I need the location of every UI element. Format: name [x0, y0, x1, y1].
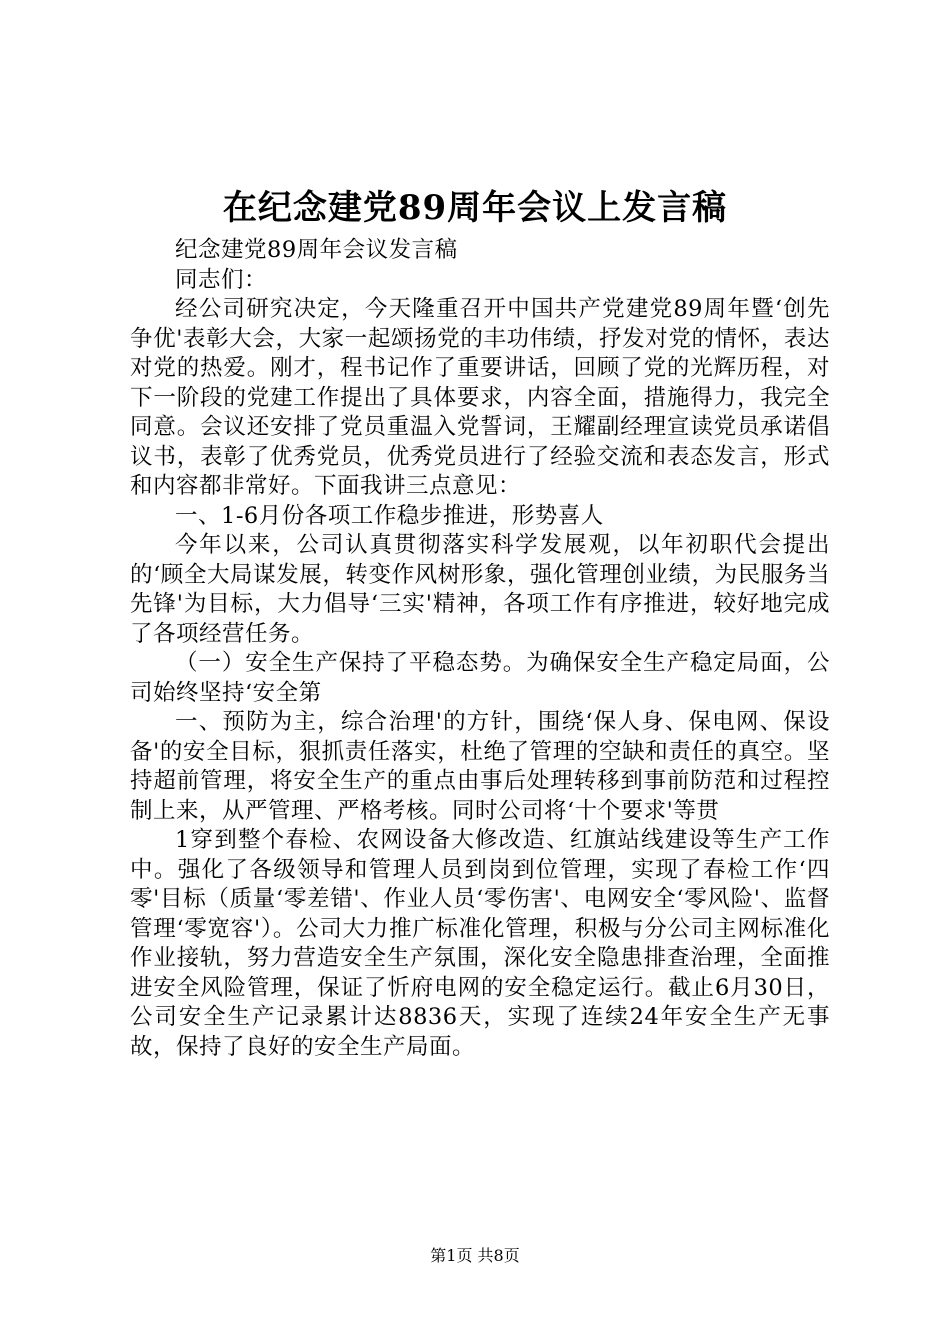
page-footer: 第1页 共8页: [430, 1246, 520, 1265]
section-heading: 一、1-6月份各项工作稳步推进，形势喜人: [175, 502, 604, 529]
body-paragraph: 今年以来，公司认真贯彻落实科学发展观，以年初职代会提出的‘顾全大局谋发展，转变作风树形象，强化管理创业绩，为民服务当先锋'为目标，大力倡导‘三实'精神，各项工作有序推进，较好地完成了各项经营任务。: [130, 532, 830, 647]
body-paragraph: （一）安全生产保持了平稳态势。为确保安全生产稳定局面，公司始终坚持‘安全第: [130, 650, 830, 706]
body-paragraph: 1穿到整个春检、农网设备大修改造、红旗站线建设等生产工作中。强化了各级领导和管理人员到岗到位管理，实现了春检工作‘四零'目标（质量‘零差错'、作业人员‘零伤害'、电网安全‘零风险'、监督管理‘零宽容'）。公司大力推广标准化管理，积极与分公司主网标准化作业接轨，努力营造安全生产氛围，深化安全隐患排查治理，全面推进安全风险管理，保证了忻府电网的安全稳定运行。截止6月30日，公司安全生产记录累计达8836天，实现了连续24年安全生产无事故，保持了良好的安全生产局面。: [130, 827, 830, 1060]
document-body: [130, 236, 830, 1062]
salutation-paragraph: 同志们：: [175, 266, 268, 293]
body-paragraph: 经公司研究决定，今天隆重召开中国共产党建党89周年暨‘创先争优'表彰大会，大家一起颂扬党的丰功伟绩，抒发对党的情怀，表达对党的热爱。刚才，程书记作了重要讲话，回顾了党的光辉历程，对下一阶段的党建工作提出了具体要求，内容全面，措施得力，我完全同意。会议还安排了党员重温入党誓词，王耀副经理宣读党员承诺倡议书，表彰了优秀党员，优秀党员进行了经验交流和表态发言，形式和内容都非常好。下面我讲三点意见：: [130, 296, 830, 499]
document-title: 在纪念建党89周年会议上发言稿: [222, 188, 728, 228]
subtitle-paragraph: 纪念建党89周年会议发言稿: [175, 237, 458, 263]
body-paragraph: 一、预防为主，综合治理'的方针，围绕‘保人身、保电网、保设备'的安全目标，狠抓责任落实，杜绝了管理的空缺和责任的真空。坚持超前管理，将安全生产的重点由事后处理转移到事前防范和过程控制上来，从严管理、严格考核。同时公司将‘十个要求'等贯: [130, 709, 830, 824]
